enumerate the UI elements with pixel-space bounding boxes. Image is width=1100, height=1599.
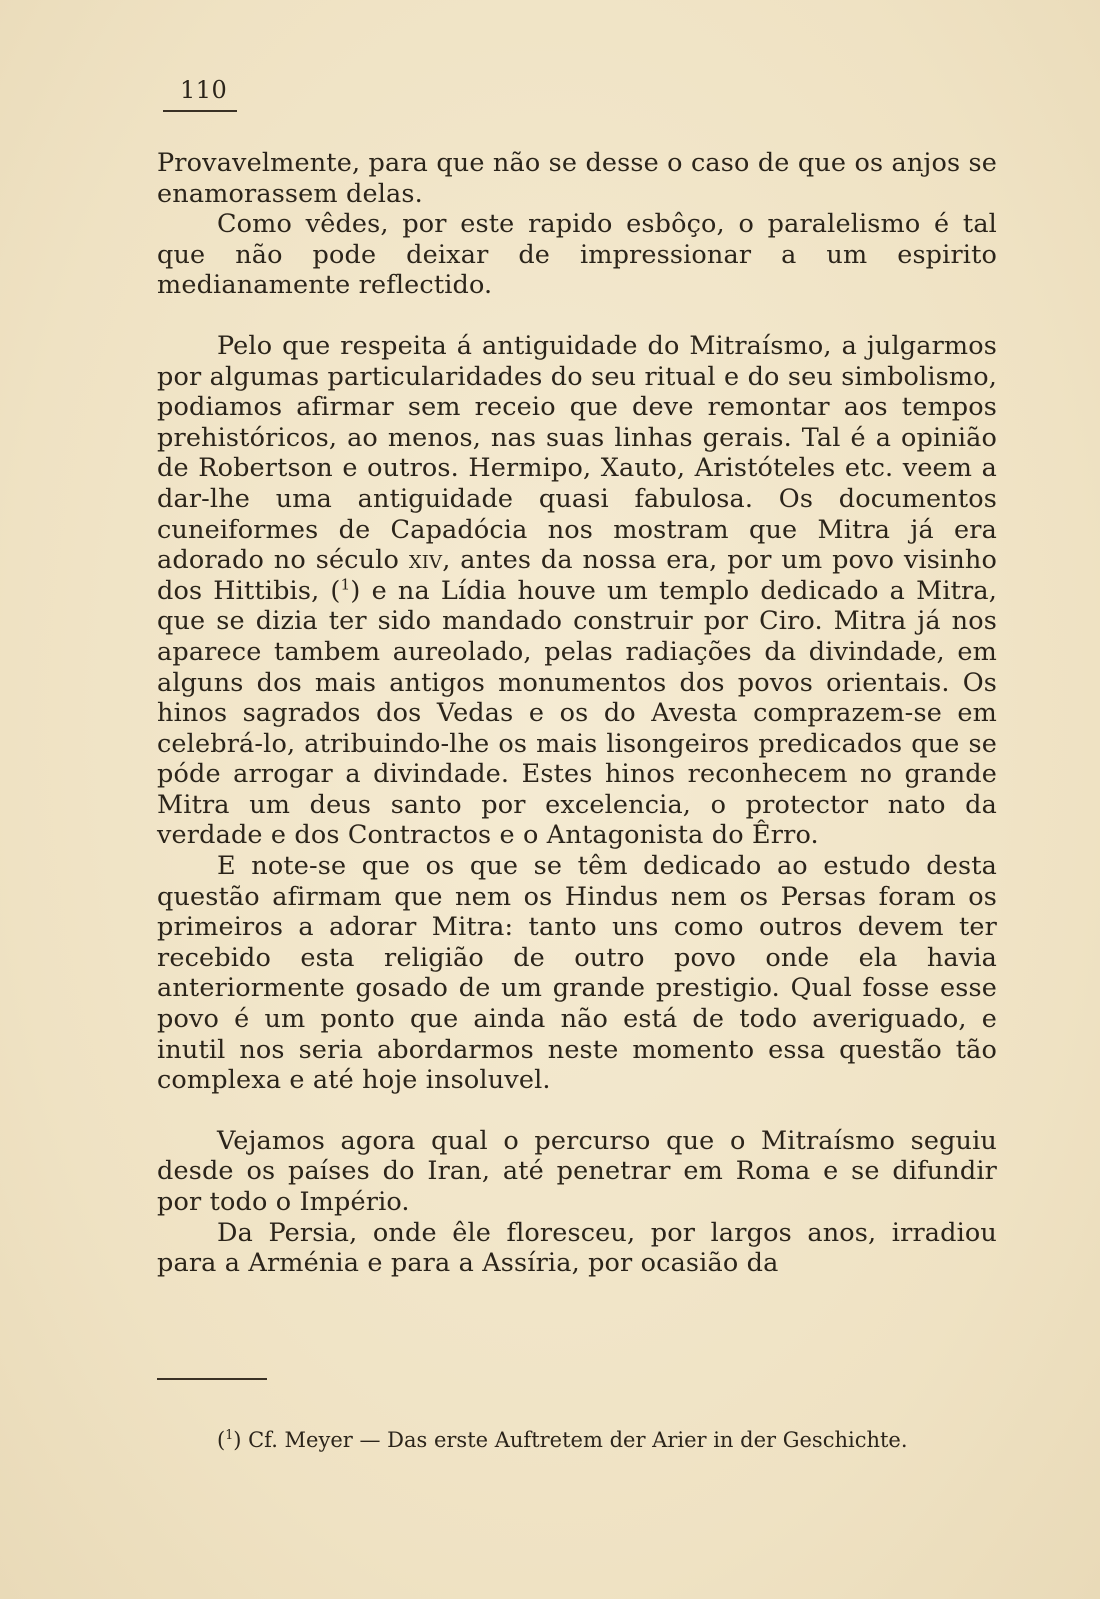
century-numeral: xiv (408, 545, 443, 576)
footnote-text (157, 1426, 997, 1454)
paragraph-3-middle: , antes da nossa era, por um povo visinho dos Hittibis, (157, 545, 997, 606)
paragraph-3-end: e na Lídia houve um templo dedicado a Mitra, que se dizia ter sido mandado construir por Ciro. Mitra já nos aparece tambem aureolado, pelas radiações da divindade, em alguns dos mais antigos monumentos dos povos orientais. Os hinos sagrados dos Vedas e os do Avesta comprazem-se em celebrá-lo, atribuindo-lhe os mais lisongeiros predicados que se póde arrogar a divindade. Estes hinos reconhecem no grande Mitra um deus santo por excelencia, o protector nato da verdade e dos Contractos e o Antagonista do Êrro. (157, 575, 997, 851)
paragraph-6: Da Persia, onde êle floresceu, por largos anos, irradiou para a Arménia e para a Assíria, por ocasião da (157, 1217, 997, 1279)
footnote-reference: ($^1$) (330, 575, 361, 606)
paragraph-5: Vejamos agora qual o percurso que o Mitraísmo seguiu desde os países do Iran, até penetrar em Roma e se difundir por todo o Império. (157, 1125, 997, 1217)
footnote (157, 1426, 997, 1454)
footnote-marker-number: 1 (225, 1427, 234, 1442)
paragraph-1: Provavelmente, para que não se desse o caso de que os anjos se enamorassem delas. (157, 148, 997, 209)
footnote-body: Cf. Meyer — Das erste Auftretem der Arier in der Geschichte. (241, 1428, 908, 1452)
paragraph-3 (157, 331, 997, 851)
paragraph-3-start: Pelo que respeita á antiguidade do Mitraísmo, a julgarmos por algumas particularidades do seu ritual e do seu simbolismo, podiamos afirmar sem receio que deve remontar aos tempos prehistóricos, ao menos, nas suas linhas gerais. Tal é a opinião de Robertson e outros. Hermipo, Xauto, Aristóteles etc. veem a dar-lhe uma antiguidade quasi fabulosa. Os documentos cuneiformes de Capadócia nos mostram que Mitra já era adorado no século (157, 330, 997, 576)
footnote-reference-number: 1 (340, 575, 351, 594)
footnote-rule (157, 1378, 267, 1380)
header-rule (163, 110, 237, 112)
body-text (157, 148, 997, 1279)
page-number: 110 (180, 76, 228, 104)
paragraph-4: E note-se que os que se têm dedicado ao estudo desta questão afirmam que nem os Hindus nem os Persas foram os primeiros a adorar Mitra: tanto uns como outros devem ter recebido esta religião de outro povo onde ela havia anteriormente gosado de um grande prestigio. Qual fosse esse povo é um ponto que ainda não está de todo averiguado, e inutil nos seria abordarmos neste momento essa questão tão complexa e até hoje insoluvel. (157, 851, 997, 1096)
footnote-marker: ($^1$) (217, 1427, 242, 1452)
paragraph-2: Como vêdes, por este rapido esbôço, o paralelismo é tal que não pode deixar de impressionar a um espirito medianamente reflectido. (157, 209, 997, 301)
